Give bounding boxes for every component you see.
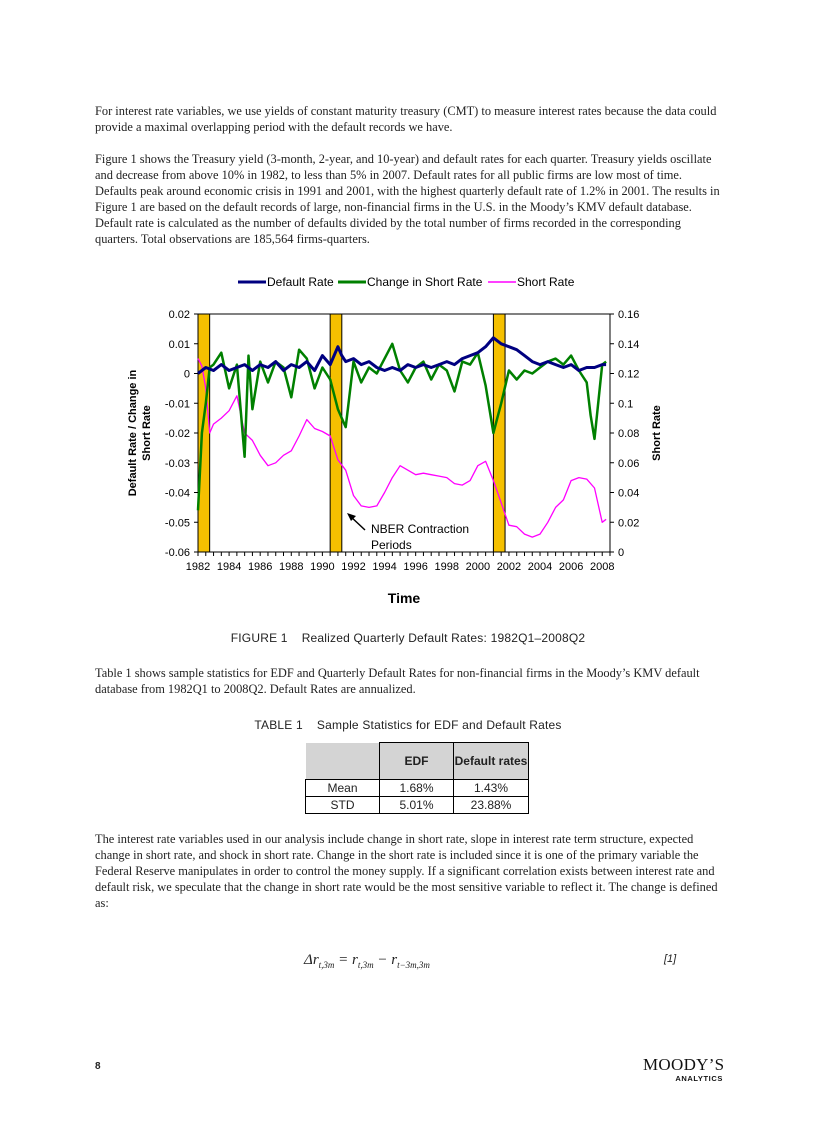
cell-default-rate: 1.43%	[454, 780, 529, 797]
nber-annotation	[347, 513, 469, 552]
y-tick-label-left: 0.02	[168, 309, 190, 321]
figure-caption	[0, 631, 816, 645]
logo-sub-text: ANALYTICS	[675, 1074, 723, 1083]
table-caption	[0, 718, 816, 732]
x-tick-label: 1986	[247, 561, 273, 573]
y-tick-label-right: 0.02	[618, 517, 640, 530]
y-axis-label-left	[127, 369, 153, 496]
y-tick-label-right: 0.16	[618, 309, 640, 321]
cell-edf: 5.01%	[380, 797, 454, 814]
table-header-default-rates: Default rates	[454, 743, 529, 780]
table-row	[306, 780, 529, 797]
table-caption-text: Sample Statistics for EDF and Default Rates	[316, 718, 562, 732]
cell-default-rate: 23.88%	[454, 797, 529, 814]
x-tick-label: 2004	[527, 561, 553, 573]
table-header-edf: EDF	[380, 743, 454, 780]
y-tick-label-left: -0.04	[164, 487, 190, 500]
y-tick-label-left: -0.06	[164, 547, 190, 559]
interest-rate-paragraph: The interest rate variables used in our analysis include change in short rate, slope in interest rate term structure, expected change in short rate, and shock in short rate. Change in the short rate is included since it is one of the primary variable the Federal Reserve manipulates in order to control the money supply. If a significant correlation exists between interest rate and default risk, we speculate that the change in short rate would be the most sensitive variable to reflect it. The change is defined as:	[95, 832, 718, 910]
equation-number: [1]	[664, 953, 677, 965]
legend-entry: Change in Short Rate	[367, 275, 483, 289]
figure-description-paragraph: Figure 1 shows the Treasury yield (3-month, 2-year, and 10-year) and default rates for each quarter. Treasury yields oscillate and decrease from above 10% in 1982, to less than 5% in 2007. Default rates for all public firms are low most of time. Defaults peak around economic crisis in 1991 and 2001, with the highest quarterly default rate of 1.2% in 2001. The results in Figure 1 are based on the default records of large, non-financial firms in the U.S. in the Moody’s KMV default database. Default rate is calculated as the number of defaults divided by the total number of firms recorded in the corresponding quarters. Total observations are 185,564 firms-quarters.	[95, 152, 720, 246]
table-label: TABLE 1	[254, 718, 303, 732]
y-tick-label-right: 0.12	[618, 368, 640, 381]
row-label: STD	[306, 797, 380, 814]
y-tick-label-right: 0.04	[618, 487, 640, 500]
sample-statistics-table	[305, 742, 529, 814]
y-tick-label-right: 0.14	[618, 338, 640, 351]
x-tick-label: 1996	[403, 561, 428, 573]
x-tick-label: 2008	[589, 561, 615, 573]
x-tick-label: 1998	[434, 561, 459, 573]
chart-legend	[238, 275, 575, 289]
moodys-analytics-logo	[643, 1056, 723, 1083]
y-tick-label-right: 0	[618, 547, 625, 559]
default-rate-chart	[120, 265, 680, 630]
y-tick-label-left: -0.05	[164, 517, 190, 530]
y-tick-label-left: 0	[183, 368, 190, 381]
page-number: 8	[95, 1061, 101, 1072]
figure-caption-text: Realized Quarterly Default Rates: 1982Q1–2008Q2	[301, 631, 586, 645]
recession-band	[493, 314, 505, 552]
x-tick-label: 1990	[310, 561, 335, 573]
x-tick-label: 2000	[465, 561, 491, 573]
y-axis-label-right	[651, 405, 663, 461]
recession-band	[198, 314, 210, 552]
short-rate-line	[198, 359, 606, 537]
annotation-text: NBER Contraction Periods	[371, 522, 470, 552]
table-corner-cell	[306, 743, 380, 780]
table-header-row	[306, 743, 529, 780]
row-label: Mean	[306, 780, 380, 797]
x-tick-label: 1994	[372, 561, 397, 573]
plot-area	[198, 314, 610, 552]
x-tick-label: 1982	[185, 561, 211, 573]
legend-entry: Short Rate	[517, 275, 575, 289]
equation-1: $\Delta r_{t,3m} = r_{t,3m} - r_{t-3m,3m}$	[304, 952, 430, 970]
y-axis-label-left-text: Default Rate / Change in Short Rate	[127, 369, 153, 497]
logo-main-text: MOODY’S	[643, 1055, 725, 1074]
y-tick-label-left: 0.01	[168, 338, 190, 351]
x-tick-label: 2002	[496, 561, 522, 573]
x-tick-label: 1984	[216, 561, 242, 573]
legend-entry: Default Rate	[267, 275, 334, 289]
y-axis-label-right-text: Short Rate	[651, 405, 663, 461]
y-tick-label-right: 0.1	[618, 398, 634, 411]
x-axis-label: Time	[387, 590, 421, 606]
intro-paragraph: For interest rate variables, we use yields of constant maturity treasury (CMT) to measure interest rates because the data could provide a maximal overlapping period with the default records we have.	[95, 104, 717, 134]
table-description-paragraph: Table 1 shows sample statistics for EDF and Quarterly Default Rates for non-financial firms in the Moody’s KMV default database from 1982Q1 to 2008Q2. Default Rates are annualized.	[95, 666, 700, 696]
y-tick-label-right: 0.08	[618, 428, 640, 440]
x-tick-label: 1988	[279, 561, 304, 573]
figure-label: FIGURE 1	[230, 631, 288, 645]
x-tick-label: 2006	[558, 561, 584, 573]
y-tick-label-left: -0.02	[164, 428, 190, 440]
table-row	[306, 797, 529, 814]
y-tick-label-right: 0.06	[618, 457, 640, 470]
cell-edf: 1.68%	[380, 780, 454, 797]
x-tick-label: 1992	[341, 561, 366, 573]
y-tick-label-left: -0.01	[164, 398, 190, 411]
y-tick-label-left: -0.03	[164, 457, 190, 470]
